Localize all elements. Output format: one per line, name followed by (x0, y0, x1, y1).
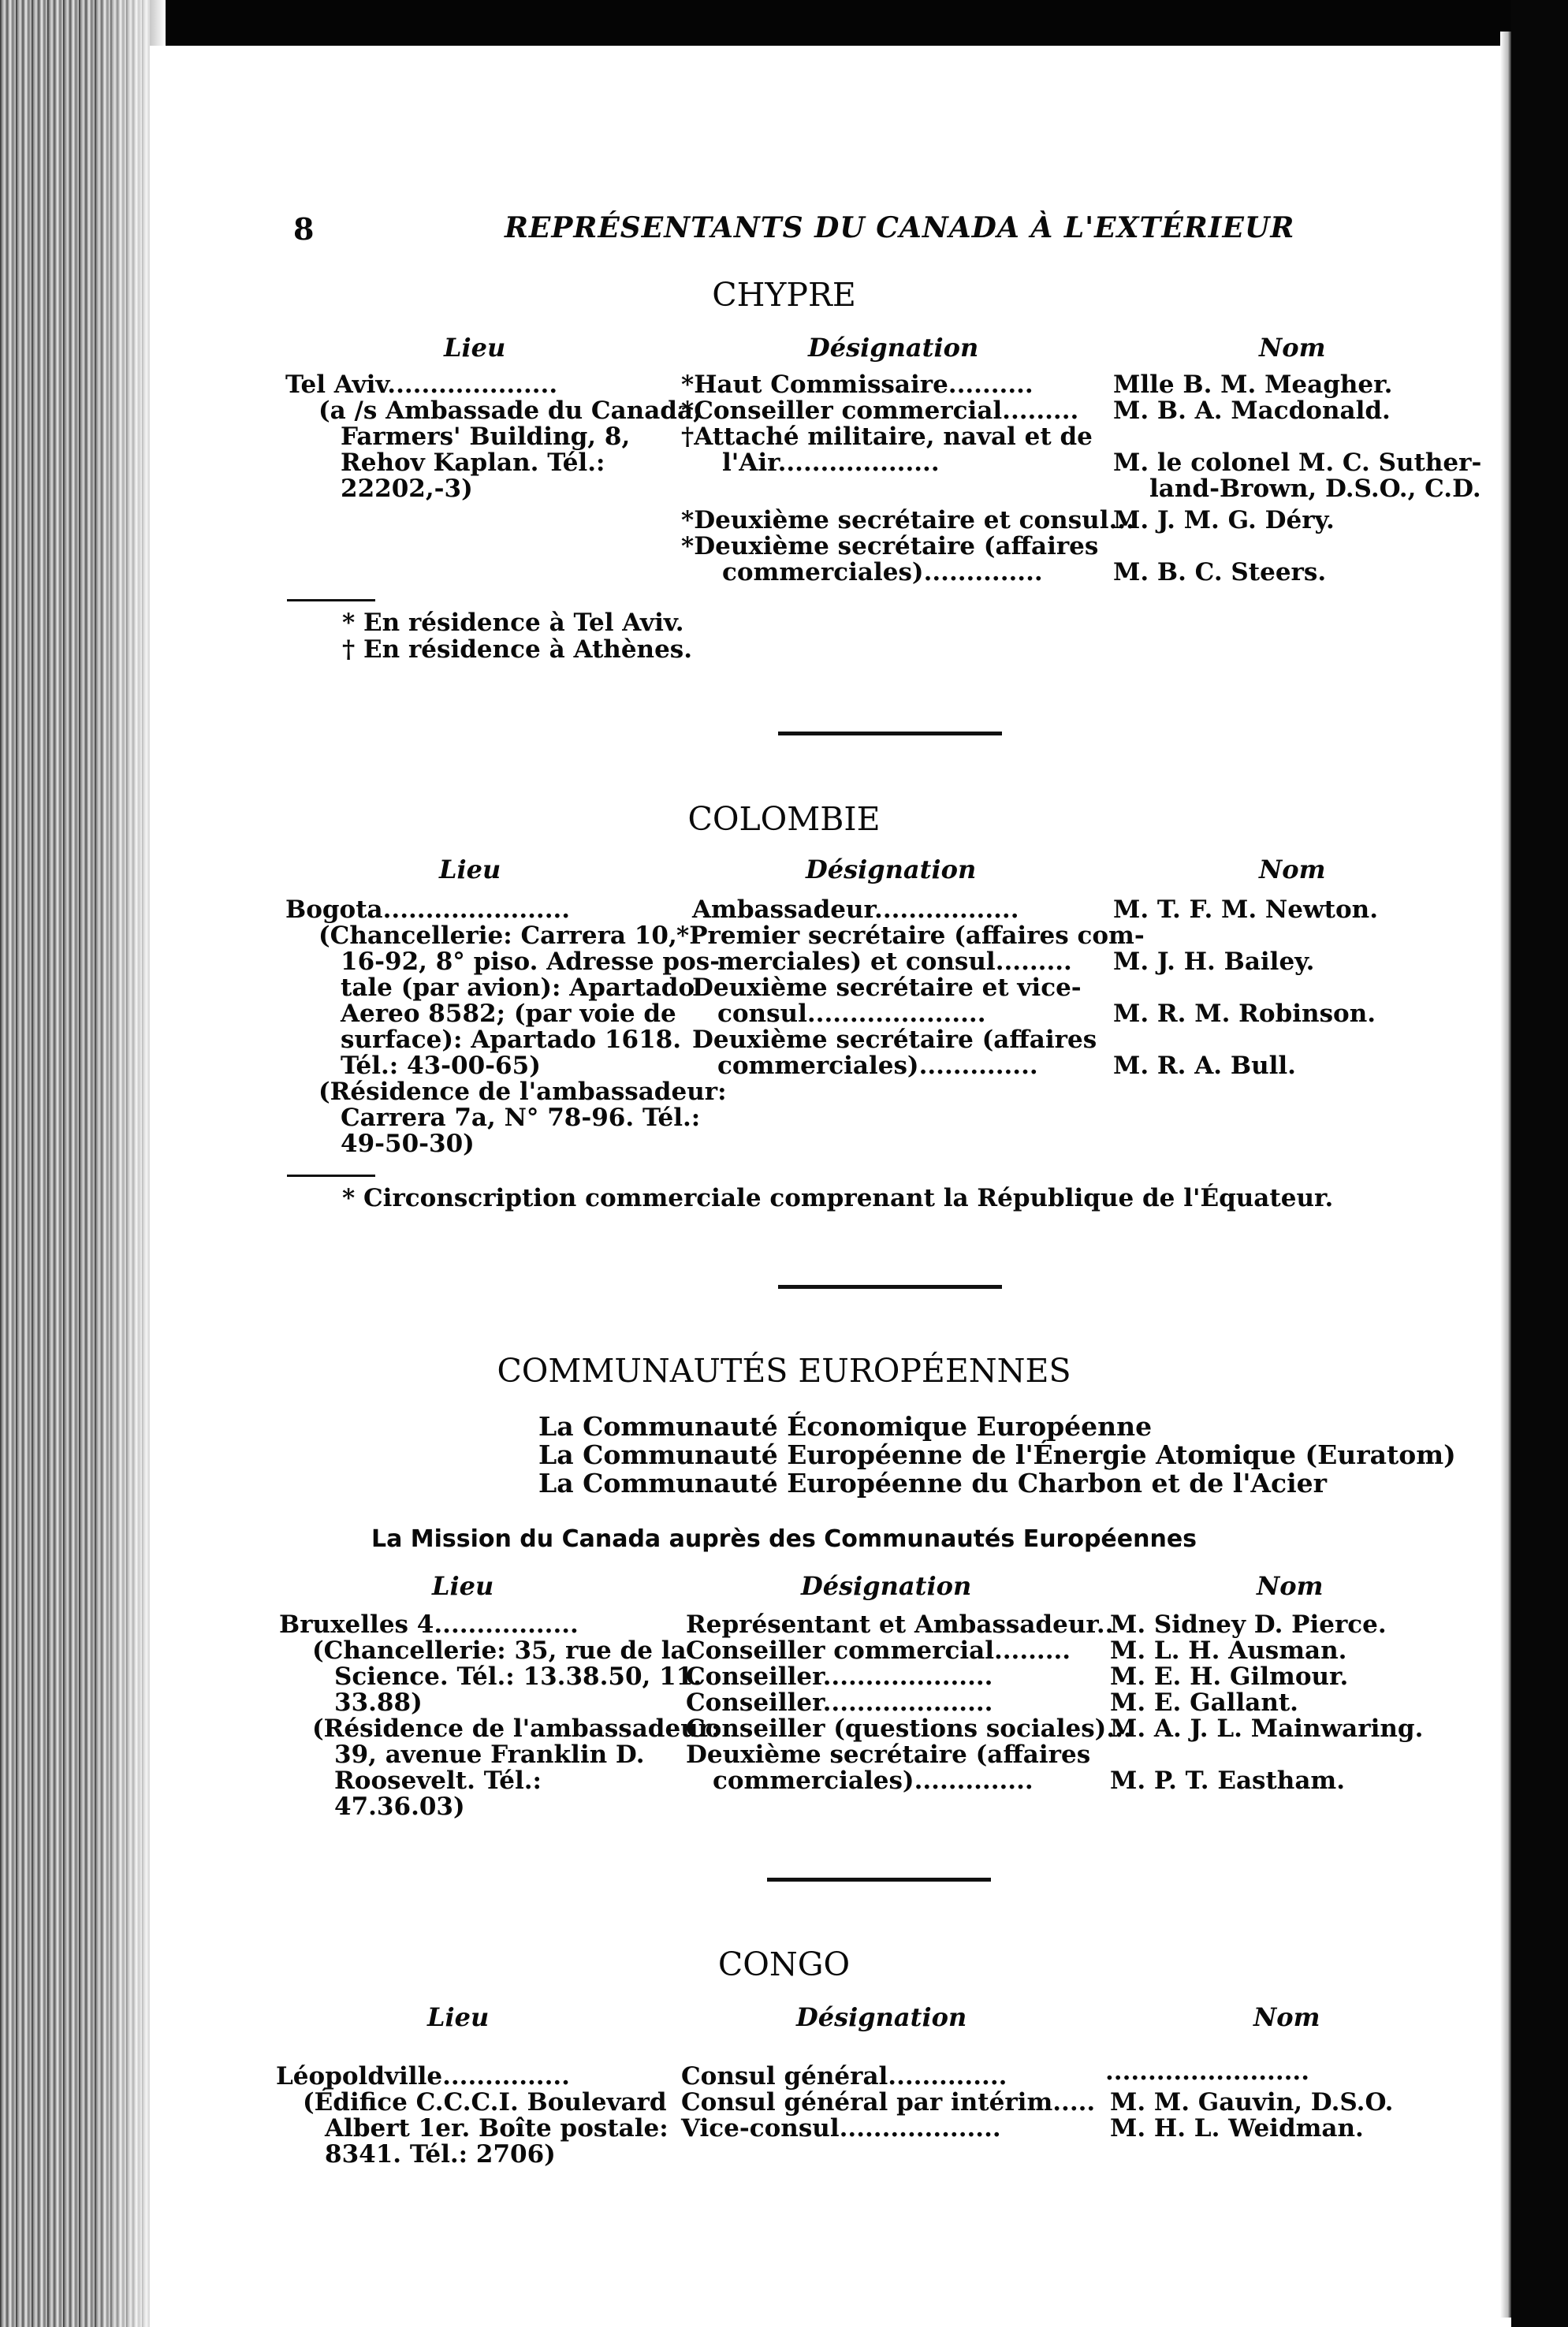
column-header-lieu: Lieu (439, 854, 501, 884)
name-entry: M. B. A. Macdonald. (1113, 397, 1391, 425)
column-header-designation: Désignation (796, 2002, 967, 2032)
column-header-nom: Nom (1259, 854, 1326, 884)
designation-entry: Conseiller.................... (686, 1688, 993, 1717)
designation-entry: Vice-consul................... (681, 2114, 1001, 2143)
column-header-lieu: Lieu (432, 1571, 494, 1601)
column-header-nom: Nom (1259, 333, 1326, 363)
place-detail-line: (a /s Ambassade du Canada, (318, 397, 702, 425)
place-detail-line: (Résidence de l'ambassadeur: (318, 1078, 727, 1106)
place-detail-line: (Chancellerie: 35, rue de la (312, 1636, 687, 1665)
column-header-nom: Nom (1253, 2002, 1320, 2032)
designation-entry: Deuxième secrétaire (affaires (692, 1026, 1097, 1054)
column-header-lieu: Lieu (444, 333, 506, 363)
place-detail-line: Roosevelt. Tél.: 47.36.03) (334, 1767, 542, 1821)
place-detail-colombie (318, 921, 727, 1158)
name-entry: M. le colonel M. C. Suther- (1113, 449, 1482, 477)
designation-entry: *Premier secrétaire (affaires com- (676, 921, 1145, 950)
designation-entry: Deuxième secrétaire et vice- (692, 974, 1082, 1002)
designation-entry: commerciales).............. (713, 1767, 1034, 1795)
place-detail-line: surface): Apartado 1618. (341, 1026, 682, 1054)
designation-entry: consul..................... (717, 1000, 986, 1028)
designation-entry: *Haut Commissaire.......... (681, 370, 1034, 399)
name-entry: M. P. T. Eastham. (1110, 1767, 1346, 1795)
name-entry: M. L. H. Ausman. (1110, 1636, 1347, 1665)
place-detail-line: 49-50-30) (341, 1130, 475, 1158)
running-title: REPRÉSENTANTS DU CANADA À L'EXTÉRIEUR (505, 211, 1295, 244)
place-detail-communautes (312, 1636, 721, 1821)
place-detail-line: Carrera 7a, N° 78-96. Tél.: (341, 1104, 701, 1132)
designation-entry: Consul général par intérim..... (681, 2088, 1096, 2117)
name-entry: M. T. F. M. Newton. (1113, 895, 1379, 924)
section-title-chypre: CHYPRE (712, 276, 856, 314)
subtitle-line: La Communauté Européenne de l'Énergie Atomique (Euratom) (538, 1439, 1456, 1470)
designation-entry: †Attaché militaire, naval et de (681, 423, 1093, 451)
name-entry: M. A. J. L. Mainwaring. (1110, 1715, 1424, 1743)
name-entry: M. Sidney D. Pierce. (1110, 1610, 1387, 1639)
name-entry: land-Brown, D.S.O., C.D. (1149, 475, 1481, 503)
designation-entry: *Conseiller commercial......... (681, 397, 1079, 425)
designation-entry: Ambassadeur................. (692, 895, 1019, 924)
designation-entry: Conseiller commercial......... (686, 1636, 1071, 1665)
name-entry: Mlle B. M. Meagher. (1113, 370, 1393, 399)
subtitle-line: La Communauté Économique Européenne (538, 1411, 1153, 1442)
footnote: * Circonscription commerciale comprenant la République de l'Équateur. (342, 1184, 1334, 1212)
place-detail-line: 8341. Tél.: 2706) (325, 2140, 556, 2169)
place-detail-line: 22202,-3) (341, 475, 473, 503)
place-detail-line: 33.88) (334, 1688, 423, 1717)
place-tel-aviv: Tel Aviv.................... (285, 370, 558, 399)
mission-heading: La Mission du Canada auprès des Communautés Européennes (371, 1525, 1197, 1553)
footnote-rule (287, 1175, 375, 1177)
designation-entry: merciales) et consul......... (717, 948, 1072, 976)
name-entry: M. M. Gauvin, D.S.O. (1110, 2088, 1394, 2117)
name-entry: ........................ (1105, 2057, 1310, 2086)
place-bruxelles: Bruxelles 4................. (279, 1610, 579, 1639)
name-entry: M. R. M. Robinson. (1113, 1000, 1376, 1028)
place-detail-line: Tél.: 43-00-65) (341, 1052, 541, 1080)
place-detail-line: Aereo 8582; (par voie de (341, 1000, 676, 1028)
column-header-designation: Désignation (808, 333, 979, 363)
name-entry: M. H. L. Weidman. (1110, 2114, 1364, 2143)
designation-entry: l'Air................... (722, 449, 940, 477)
name-entry: M. E. Gallant. (1110, 1688, 1298, 1717)
column-header-designation: Désignation (806, 854, 977, 884)
column-header-nom: Nom (1257, 1571, 1324, 1601)
column-header-designation: Désignation (801, 1571, 972, 1601)
designation-entry: *Deuxième secrétaire (affaires (681, 532, 1099, 560)
section-title-colombie: COLOMBIE (687, 800, 881, 838)
footnote: * En résidence à Tel Aviv. (342, 609, 684, 637)
name-entry: M. B. C. Steers. (1113, 558, 1327, 586)
section-title-communautes: COMMUNAUTÉS EUROPÉENNES (497, 1352, 1071, 1390)
place-detail-line: Science. Tél.: 13.38.50, 11. (334, 1662, 702, 1691)
place-detail-line: Albert 1er. Boîte postale: (325, 2114, 669, 2143)
designation-entry: commerciales).............. (722, 558, 1043, 586)
name-entry: M. J. M. G. Déry. (1113, 506, 1335, 534)
designation-entry: commerciales).............. (717, 1052, 1038, 1080)
designation-entry: Conseiller (questions sociales)... (686, 1715, 1132, 1743)
place-detail-chypre (318, 397, 702, 503)
page-number: 8 (293, 211, 315, 247)
name-entry: M. E. H. Gilmour. (1110, 1662, 1349, 1691)
designation-entry: Représentant et Ambassadeur.. (686, 1610, 1114, 1639)
name-entry: M. R. A. Bull. (1113, 1052, 1296, 1080)
place-detail-line: Rehov Kaplan. Tél.: (341, 449, 605, 477)
section-divider (767, 1878, 991, 1882)
place-detail-line: (Résidence de l'ambassadeur: (312, 1715, 721, 1743)
scan-border-top (0, 0, 1568, 46)
place-detail-line: (Chancellerie: Carrera 10, (318, 921, 677, 950)
footnote-rule (287, 599, 375, 601)
place-detail-line: (Édifice C.C.C.I. Boulevard (303, 2088, 667, 2117)
place-detail-congo (303, 2088, 669, 2169)
designation-entry: Consul général.............. (681, 2062, 1007, 2091)
section-divider (778, 1285, 1002, 1289)
place-bogota: Bogota...................... (285, 895, 571, 924)
subtitle-line: La Communauté Européenne du Charbon et de l'Acier (538, 1468, 1328, 1499)
place-leopoldville: Léopoldville............... (276, 2062, 570, 2091)
designation-entry: *Deuxième secrétaire et consul... (681, 506, 1134, 534)
footnote: † En résidence à Athènes. (342, 635, 693, 664)
designation-entry: Deuxième secrétaire (affaires (686, 1741, 1091, 1769)
section-divider (778, 732, 1002, 735)
column-header-lieu: Lieu (427, 2002, 490, 2032)
place-detail-line: tale (par avion): Apartado (341, 974, 695, 1002)
designation-entry: Conseiller.................... (686, 1662, 993, 1691)
place-detail-line: 39, avenue Franklin D. (334, 1741, 645, 1769)
section-title-congo: CONGO (717, 1945, 851, 1983)
name-entry: M. J. H. Bailey. (1113, 948, 1315, 976)
place-detail-line: Farmers' Building, 8, (341, 423, 631, 451)
place-detail-line: 16-92, 8° piso. Adresse pos- (341, 948, 721, 976)
